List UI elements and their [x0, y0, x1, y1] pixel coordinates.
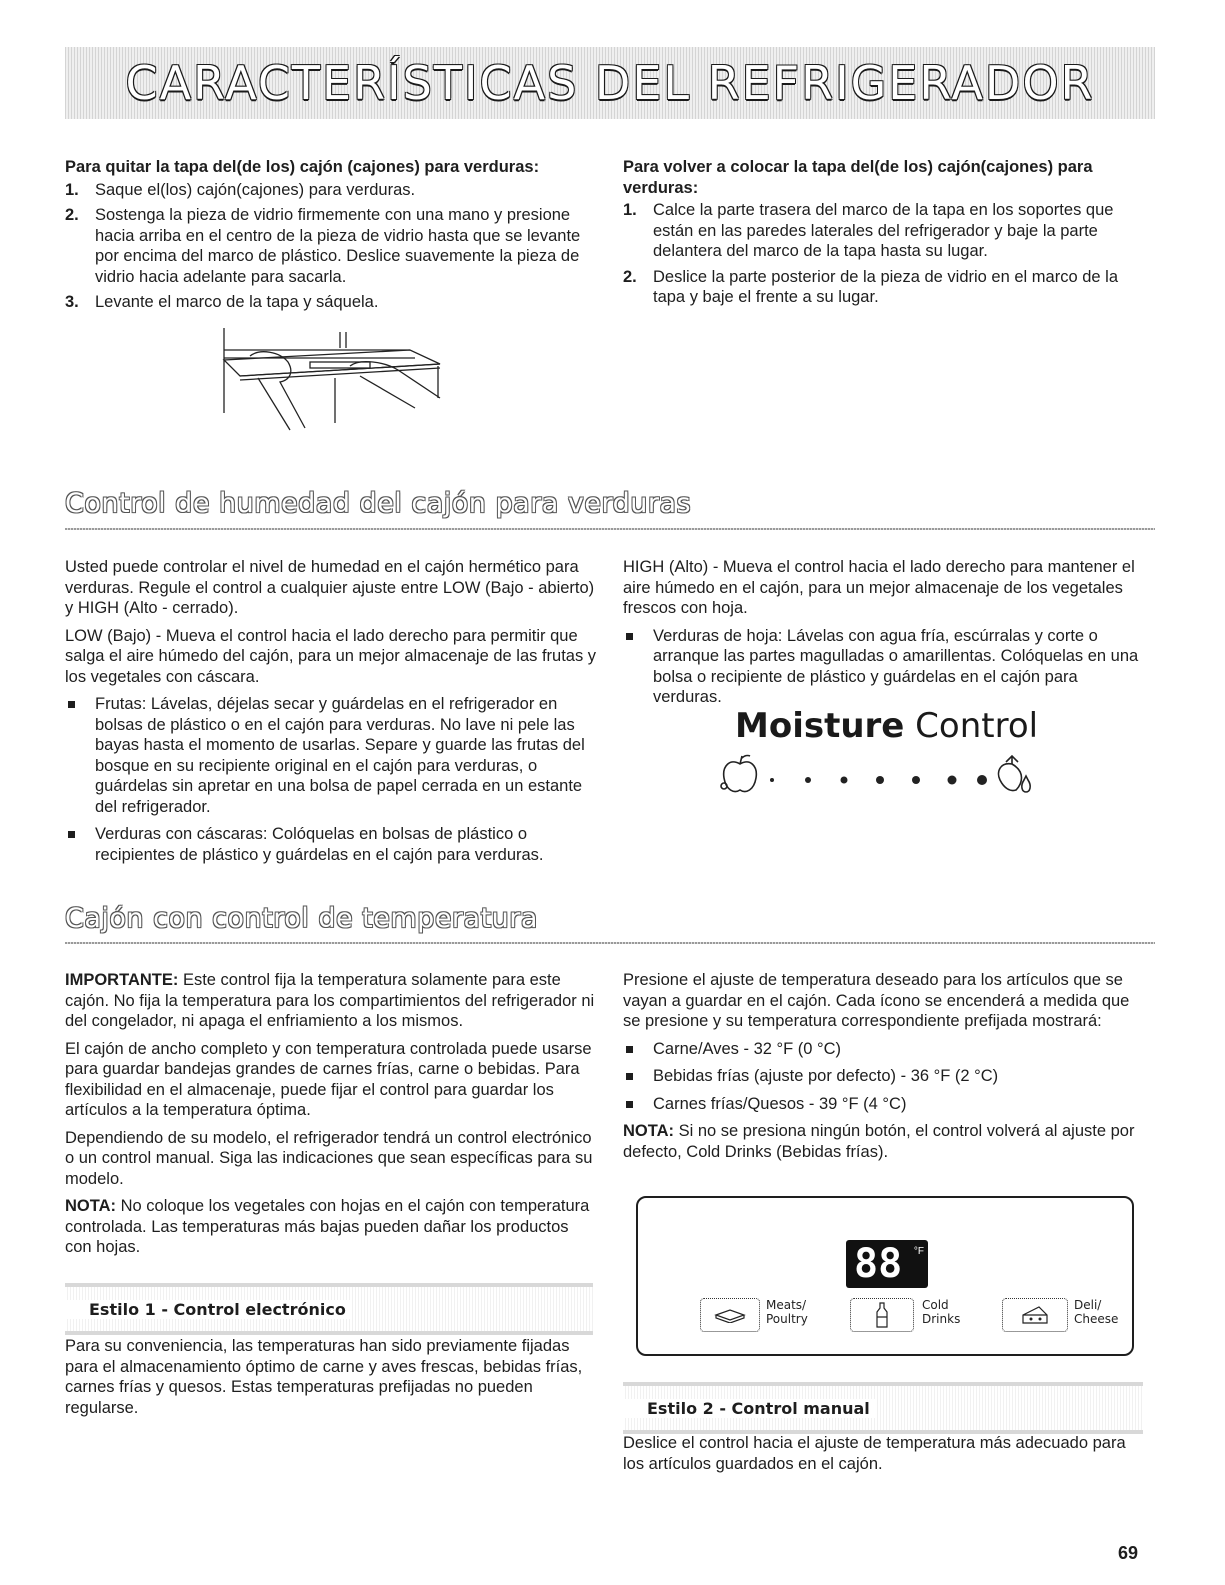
display-digits: 88 [854, 1241, 903, 1287]
list-item: Bebidas frías (ajuste por defecto) - 36 °F (2 °C) [623, 1066, 1145, 1087]
cold-drinks-button[interactable] [850, 1298, 914, 1332]
list-item: Frutas: Lávelas, déjelas secar y guárdelas en el refrigerador en bolsas de plástico o en el cajón para verduras. No lave ni pele las bayas hasta el momento de usarlas. Separe y guarde las frutas del bosque en su recipiente original en el cajón para verduras, o guárdelas sin apretar en una bolsa de papel cerrada en un estante del refrigerador. [65, 694, 597, 817]
preset-list [623, 1039, 1145, 1115]
style2-title: Estilo 2 - Control manual [623, 1399, 876, 1418]
style1-subheading [65, 1283, 593, 1335]
list-item: Carnes frías/Quesos - 39 °F (4 °C) [623, 1094, 1145, 1115]
electronic-control-panel [636, 1196, 1134, 1356]
replace-cover-section [623, 157, 1143, 313]
meats-poultry-button[interactable] [700, 1298, 760, 1332]
list-item: 2. Sostenga la pieza de vidrio firmemente con una mano y presione hacia arriba en el centro de la pieza de vidrio hasta que se levante por encima del marco de plástico. Deslice suavemente la pieza de vidrio hacia adelante para sacarla. [65, 206, 581, 286]
temp-right-column [623, 970, 1145, 1169]
humidity-high: HIGH (Alto) - Mueva el control hacia el lado derecho para mantener el aire húmedo en el cajón, para un mejor almacenaje de los vegetales frescos con hoja. [623, 558, 1135, 617]
style2-text: Deslice el control hacia el ajuste de temperatura más adecuado para los artículos guardados en el cajón. [623, 1434, 1126, 1473]
default-note: NOTA: Si no se presiona ningún botón, el control volverá al ajuste por defecto, Cold Drinks (Bebidas frías). [623, 1122, 1135, 1161]
list-item: Verduras de hoja: Lávelas con agua fría, escúrralas y corte o arranque las partes magulladas o amarillentas. Colóquelas en una bolsa o recipiente de plástico y guárdelas en el cajón para verduras. [623, 626, 1143, 708]
section-divider [65, 528, 1155, 530]
temperature-display [846, 1240, 928, 1288]
humidity-intro: Usted puede controlar el nivel de humedad en el cajón hermético para verduras. Regule el control a cualquier ajuste entre LOW (Bajo - abierto) y HIGH (Alto - cerrado). [65, 558, 595, 617]
humidity-section-title: Control de humedad del cajón para verduras [65, 488, 692, 519]
temp-left-column [65, 970, 597, 1265]
list-item: 1. Calce la parte trasera del marco de la tapa en los soportes que están en las paredes laterales del refrigerador y baje la parte delantera del marco de la tapa hasta su lugar. [623, 201, 1114, 260]
remove-cover-title: Para quitar la tapa del(de los) cajón (cajones) para verduras: [65, 158, 540, 176]
deli-cheese-label: Deli/ Cheese [1074, 1298, 1119, 1326]
humidity-low: LOW (Bajo) - Mueva el control hacia el lado derecho para permitir que salga el aire húmedo del cajón, para un mejor almacenaje de las frutas y los vegetales con cáscara. [65, 626, 597, 686]
style2-subheading [623, 1382, 1143, 1434]
leafy-note: NOTA: No coloque los vegetales con hojas en el cajón con temperatura controlada. Las temperaturas más bajas pueden dañar los productos con hojas. [65, 1197, 590, 1256]
style1-title: Estilo 1 - Control electrónico [65, 1300, 352, 1319]
page-number: 69 [1118, 1543, 1139, 1563]
remove-cover-section [65, 157, 595, 318]
cheese-icon [1021, 1305, 1049, 1325]
preset-intro: Presione el ajuste de temperatura deseado para los artículos que se vayan a guardar en el cajón. Cada ícono se encenderá a medida que se presione y su temperatura correspondiente prefijada mostrará: [623, 971, 1130, 1030]
list-item: 3. Levante el marco de la tapa y sáquela. [65, 293, 379, 311]
display-unit: °F [913, 1246, 924, 1257]
humidity-left-column [65, 557, 597, 872]
slider-dots [770, 775, 987, 785]
humidity-right-column [623, 557, 1143, 715]
moisture-slider-scale [720, 750, 1050, 800]
moisture-control-label: Moisture Control [735, 706, 1039, 746]
cold-drinks-label: Cold Drinks [922, 1298, 961, 1326]
style1-body [65, 1336, 597, 1418]
important-note: IMPORTANTE: Este control fija la temperatura solamente para este cajón. No fija la temperatura para los compartimientos del refrigerador ni del congelador, ni apaga el enfriamiento a los mismos. [65, 971, 595, 1030]
list-item: Carne/Aves - 32 °F (0 °C) [623, 1039, 1145, 1060]
humidity-low-list [65, 694, 597, 865]
temp-model-note: Dependiendo de su modelo, el refrigerador tendrá un control electrónico o un control manual. Siga las indicaciones que sean específicas para su modelo. [65, 1128, 593, 1188]
bottle-icon [875, 1302, 889, 1328]
list-item: Verduras con cáscaras: Colóquelas en bolsas de plástico o recipientes de plástico y guárdelas en el cajón para verduras. [65, 824, 597, 865]
replace-cover-title: Para volver a colocar la tapa del(de los) cajón(cajones) para verduras: [623, 158, 1093, 197]
replace-steps-list [623, 200, 1143, 308]
remove-steps-list [65, 180, 595, 313]
temp-drawer-description: El cajón de ancho completo y con temperatura controlada puede usarse para guardar bandejas grandes de carnes frías, carne o bebidas. Para flexibilidad en el almacenaje, puede fijar el control para guardar los artículos a la temperatura óptima. [65, 1039, 592, 1119]
crisper-cover-illustration [210, 318, 450, 438]
list-item: 2. Deslice la parte posterior de la pieza de vidrio en el marco de la tapa y baje el frente a su lugar. [623, 267, 1118, 306]
apple-low-icon [721, 756, 756, 792]
temp-section-title: Cajón con control de temperatura [65, 903, 538, 934]
style1-text: Para su conveniencia, las temperaturas han sido previamente fijadas para el almacenamiento óptimo de carne y aves frescas, bebidas frías, carnes frías y quesos. Estas temperaturas prefijadas no pueden regularse. [65, 1337, 583, 1417]
meats-poultry-label: Meats/ Poultry [766, 1298, 808, 1326]
strawberry-high-icon [999, 756, 1031, 792]
page-banner [65, 47, 1155, 119]
meat-icon [713, 1307, 747, 1323]
page-title: CARACTERÍSTICAS DEL REFRIGERADOR [125, 56, 1095, 110]
list-item: 1. Saque el(los) cajón(cajones) para verduras. [65, 180, 416, 199]
humidity-high-list [623, 626, 1143, 708]
style2-body [623, 1433, 1145, 1474]
section-divider [65, 942, 1155, 944]
deli-cheese-button[interactable] [1002, 1298, 1068, 1332]
